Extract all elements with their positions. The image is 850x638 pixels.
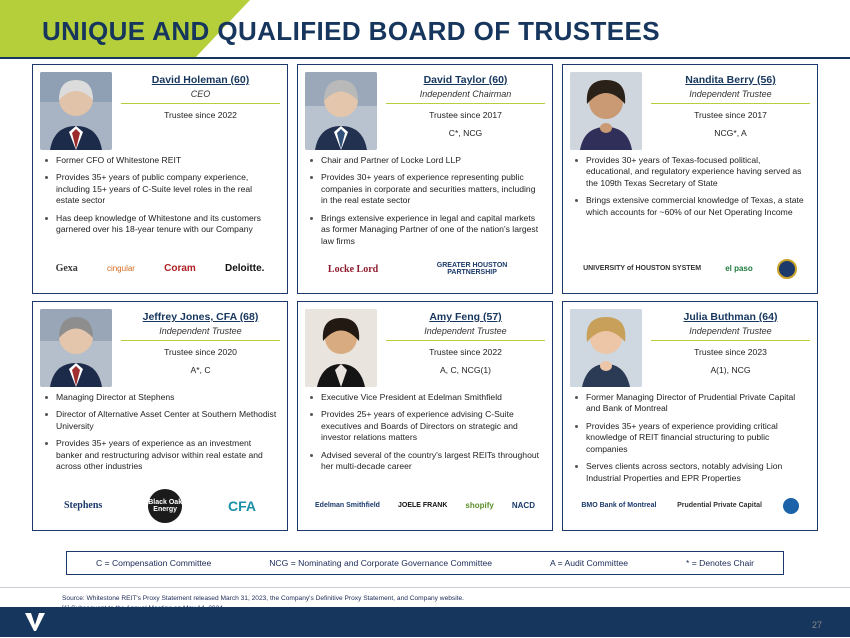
trustee-photo: [570, 309, 642, 387]
trustee-bullets: [298, 151, 552, 255]
trustee-card: [297, 64, 553, 294]
trustee-role: Independent Chairman: [386, 89, 545, 104]
trustee-identity: [642, 72, 810, 149]
trustee-header: [33, 302, 287, 388]
trustee-photo: [40, 72, 112, 150]
logo-seal-icon: [777, 259, 797, 279]
trustee-card: [32, 64, 288, 294]
trustee-committees: A*, C: [190, 364, 211, 375]
list-item: Advised several of the country's largest REITs throughout her multi-decade career: [310, 450, 542, 473]
trustee-tenure: Trustee since 2017: [694, 110, 767, 120]
trustee-photo: [40, 309, 112, 387]
logo-bank-of-montreal: BMO Bank of Montreal: [581, 502, 657, 510]
trustee-name: Julia Buthman (64): [683, 311, 778, 323]
logo-nacd: NACD: [511, 500, 535, 510]
logo-prudential-private-capital: Prudential Private Capital: [677, 502, 762, 510]
logo-black-oak-energy: Black Oak Energy: [148, 489, 182, 523]
logo-cfa: CFA: [228, 497, 257, 514]
trustee-identity: [642, 309, 810, 386]
trustee-role: Independent Trustee: [651, 326, 810, 341]
list-item: Former CFO of Whitestone REIT: [45, 155, 277, 166]
logo-edelman-smithfield: Edelman Smithfield: [315, 502, 380, 510]
trustee-bullets: [33, 388, 287, 481]
trustee-name: Amy Feng (57): [429, 311, 502, 323]
page-title: UNIQUE AND QUALIFIED BOARD OF TRUSTEES: [42, 16, 661, 46]
trustee-card: [562, 301, 818, 531]
list-item: Provides 35+ years of experience as an investment banker and restructuring advisor within real estate and across other industries: [45, 438, 277, 472]
trustee-role: Independent Trustee: [121, 326, 280, 341]
trustee-logos: [563, 249, 817, 289]
trustee-name: Nandita Berry (56): [685, 74, 776, 86]
trustee-name: David Holeman (60): [151, 74, 250, 86]
list-item: Provides 35+ years of public company experience, including 15+ years of C-Suite level roles in the real estate sector: [45, 172, 277, 206]
trustee-header: [563, 302, 817, 388]
trustee-header: [563, 65, 817, 151]
list-item: Serves clients across sectors, notably advising Lion Industrial Properties and EPR Properties: [575, 461, 807, 484]
list-item: Managing Director at Stephens: [45, 392, 277, 403]
logo-cingular: cingular: [106, 263, 135, 273]
footer-divider: [0, 587, 850, 588]
page-number: 27: [811, 620, 822, 630]
trustee-photo: [305, 309, 377, 387]
trustee-header: [298, 302, 552, 388]
logo-deloitte: Deloitte.: [224, 262, 265, 274]
trustee-grid: [32, 64, 818, 531]
trustee-logos: [298, 486, 552, 526]
logo-el-paso: el paso: [725, 263, 753, 273]
trustee-committees: A, C, NCG(1): [439, 364, 492, 375]
list-item: Has deep knowledge of Whitestone and its customers garnered over his 18-year tenure with our Company: [45, 213, 277, 236]
trustee-bullets: [563, 151, 817, 226]
trustee-tenure: Trustee since 2020: [164, 347, 237, 357]
committee-legend: [66, 551, 784, 575]
source-line-1: Source: Whitestone REIT's Proxy Statement released March 31, 2023, the Company's Definitive Proxy Statement, and Company website.: [62, 595, 464, 602]
trustee-tenure: Trustee since 2023: [694, 347, 767, 357]
trustee-tenure: Trustee since 2022: [429, 347, 502, 357]
trustee-tenure: Trustee since 2017: [429, 110, 502, 120]
legend-item-compensation: C = Compensation Committee: [95, 558, 212, 568]
trustee-committees: A(1), NCG: [710, 364, 751, 375]
logo-stephens: Stephens: [63, 499, 103, 511]
trustee-committees: NCG*, A: [714, 127, 747, 138]
trustee-identity: [377, 72, 545, 149]
logo-coram: Coram: [164, 262, 196, 274]
logo-shopify: shopify: [465, 500, 494, 510]
trustee-logos: [33, 249, 287, 289]
footer-bar: [0, 607, 850, 637]
trustee-logos: [33, 486, 287, 526]
list-item: Chair and Partner of Locke Lord LLP: [310, 155, 542, 166]
list-item: Brings extensive experience in legal and capital markets as former Managing Partner of one of the nation's largest law firms: [310, 213, 542, 247]
list-item: Brings extensive commercial knowledge of Texas, a state which accounts for ~60% of our Net Operating Income: [575, 195, 807, 218]
logo-greater-houston-partnership: GREATER HOUSTON PARTNERSHIP: [436, 261, 508, 276]
legend-item-audit: A = Audit Committee: [549, 558, 629, 568]
legend-item-ncg: NCG = Nominating and Corporate Governance Committee: [269, 558, 493, 568]
list-item: Former Managing Director of Prudential Private Capital and Bank of Montreal: [575, 392, 807, 415]
trustee-role: Independent Trustee: [386, 326, 545, 341]
list-item: Executive Vice President at Edelman Smithfield: [310, 392, 542, 403]
logo-circle-icon: [783, 498, 799, 514]
trustee-identity: [377, 309, 545, 386]
list-item: Provides 30+ years of experience representing public companies in corporate and securities matters, including in the real estate sector: [310, 172, 542, 206]
trustee-card: [297, 301, 553, 531]
trustee-tenure: Trustee since 2022: [164, 110, 237, 120]
trustee-photo: [305, 72, 377, 150]
trustee-identity: [112, 72, 280, 149]
trustee-bullets: [33, 151, 287, 244]
trustee-header: [298, 65, 552, 151]
logo-joele-frank: JOELE FRANK: [397, 502, 448, 510]
trustee-logos: [298, 249, 552, 289]
trustee-logos: [563, 486, 817, 526]
whitestone-logo-icon: [22, 611, 48, 633]
trustee-identity: [112, 309, 280, 386]
trustee-name: David Taylor (60): [423, 74, 508, 86]
trustee-bullets: [298, 388, 552, 481]
logo-locke-lord: Locke Lord: [327, 263, 379, 275]
trustee-card: [32, 301, 288, 531]
trustee-header: [33, 65, 287, 151]
list-item: Provides 35+ years of experience providing critical knowledge of REIT financial structuring to public companies: [575, 421, 807, 455]
list-item: Director of Alternative Asset Center at Southern Methodist University: [45, 409, 277, 432]
list-item: Provides 25+ years of experience advising C-Suite executives and Boards of Directors on strategic and investor relations matters: [310, 409, 542, 443]
legend-item-chair: * = Denotes Chair: [685, 558, 755, 568]
slide-header: [0, 0, 850, 58]
logo-gexa: Gexa: [55, 262, 78, 274]
trustee-photo: [570, 72, 642, 150]
trustee-card: [562, 64, 818, 294]
trustee-name: Jeffrey Jones, CFA (68): [142, 311, 259, 323]
logo-university-of-houston: UNIVERSITY of HOUSTON SYSTEM: [583, 265, 702, 273]
trustee-role: Independent Trustee: [651, 89, 810, 104]
header-divider: [0, 57, 850, 59]
trustee-bullets: [563, 388, 817, 492]
trustee-committees: C*, NCG: [448, 127, 483, 138]
trustee-role: CEO: [121, 89, 280, 104]
list-item: Provides 30+ years of Texas-focused political, educational, and regulatory experience having served as the 109th Texas Secretary of State: [575, 155, 807, 189]
